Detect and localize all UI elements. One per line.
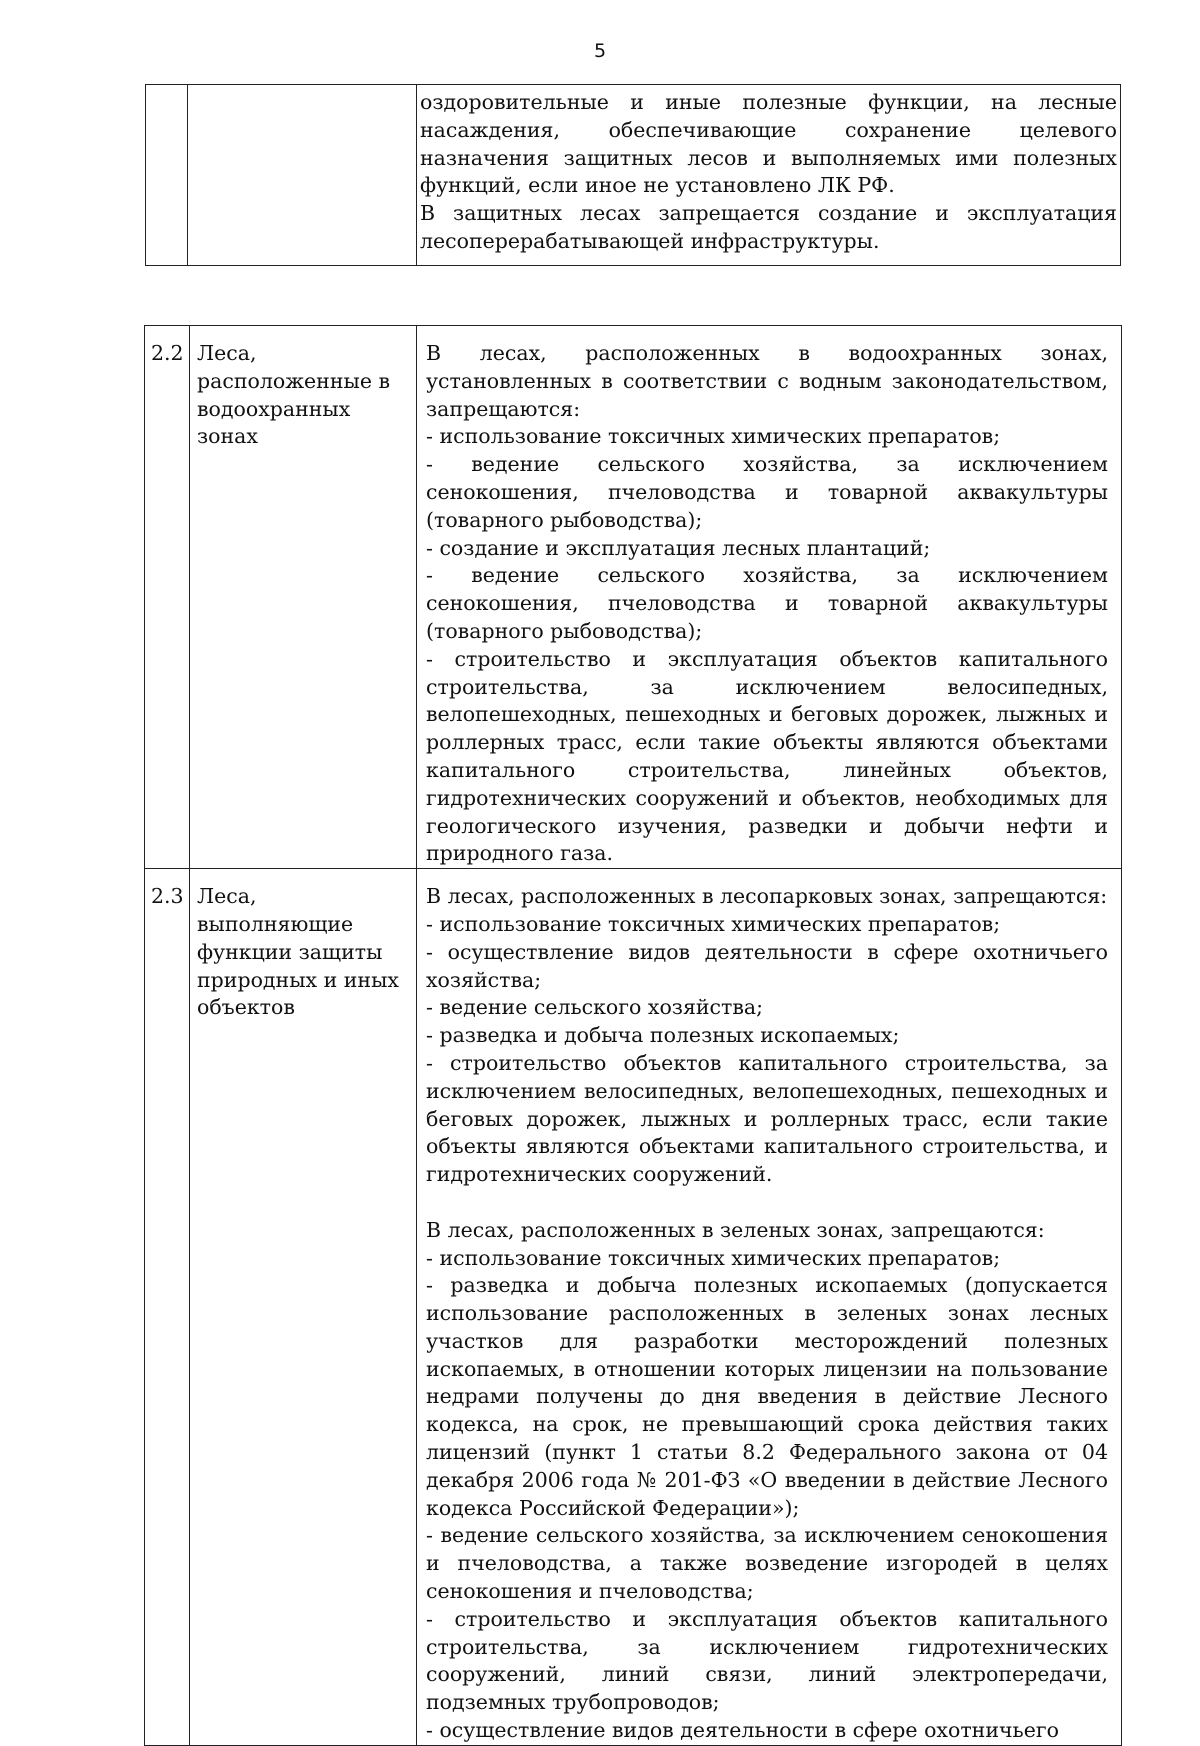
table-row: [145, 869, 1122, 1746]
paragraph: - строительство и эксплуатация объектов капитального строительства, за исключением гидротехнических сооружений, линий связи, линий электропередачи, подземных трубопроводов;: [426, 1606, 1108, 1715]
paragraph: - использование токсичных химических препаратов;: [426, 911, 1001, 936]
row-text-cell: [417, 326, 1122, 869]
paragraph: - ведение сельского хозяйства, за исключением сенокошения, пчеловодства и товарной аквакультуры (товарного рыбоводства);: [426, 452, 1108, 532]
paragraph: - ведение сельского хозяйства;: [426, 995, 764, 1020]
row-text-cell: [417, 869, 1122, 1746]
paragraph: - ведение сельского хозяйства, за исключением сенокошения и пчеловодства, а также возведение изгородей в целях сенокошения и пчеловодства;: [426, 1523, 1108, 1604]
paragraph: - ведение сельского хозяйства, за исключением сенокошения, пчеловодства и товарной аквакультуры (товарного рыбоводства);: [426, 563, 1108, 643]
row-number: 2.2: [145, 326, 190, 869]
paragraph: - создание и эксплуатация лесных плантаций;: [426, 535, 931, 560]
page-number: 5: [593, 40, 607, 62]
paragraph: - строительство объектов капитального строительства, за исключением велосипедных, велопешеходных, пешеходных и беговых дорожек, лыжных и роллерных трасс, если такие объекты являются объектами капитального строительства, и гидротехнических сооружений.: [426, 1050, 1108, 1187]
row-name: Леса, выполняющие функции защиты природных и иных объектов: [197, 884, 399, 1020]
paragraph: - осуществление видов деятельности в сфере охотничьего хозяйства;: [426, 939, 1108, 992]
paragraph: - использование токсичных химических препаратов;: [426, 424, 1001, 449]
paragraph: В лесах, расположенных в водоохранных зонах, установленных в соответствии с водным законодательством, запрещаются:: [426, 341, 1108, 421]
paragraph: - осуществление видов деятельности в сфере охотничьего: [426, 1718, 1059, 1743]
paragraph-gap: [426, 1189, 1108, 1217]
continuation-table: [145, 84, 1121, 266]
forest-restrictions-table: [144, 325, 1122, 1746]
row-name-cell: [190, 326, 417, 869]
paragraph: - разведка и добыча полезных ископаемых;: [426, 1023, 900, 1048]
number-cell: [146, 85, 188, 266]
paragraph: В лесах, расположенных в зеленых зонах, запрещаются:: [426, 1217, 1045, 1242]
text-cell: [417, 85, 1121, 266]
name-cell: [188, 85, 417, 266]
paragraph: - разведка и добыча полезных ископаемых (допускается использование расположенных в зеленых зонах лесных участков для разработки месторождений полезных ископаемых, в отношении которых лицензии на пользование недрами получены до дня введения в действие Лесного кодекса, на срок, не превышающий срока действия таких лицензий (пункт 1 статьи 8.2 Федерального закона от 04 декабря 2006 года № 201-ФЗ «О введении в действие Лесного кодекса Российской Федерации»);: [426, 1273, 1108, 1520]
paragraph: В защитных лесах запрещается создание и эксплуатация лесоперерабатывающей инфраструктуры.: [420, 201, 1117, 253]
continuation-row: [146, 85, 1121, 266]
row-name-cell: [190, 869, 417, 1746]
paragraph: В лесах, расположенных в лесопарковых зонах, запрещаются:: [426, 884, 1108, 909]
row-number: 2.3: [145, 869, 190, 1746]
row-name: Леса, расположенные в водоохранных зонах: [197, 341, 391, 449]
paragraph: - использование токсичных химических препаратов;: [426, 1245, 1001, 1270]
paragraph: - строительство и эксплуатация объектов капитального строительства, за исключением велосипедных, велопешеходных, пешеходных и беговых дорожек, лыжных и роллерных трасс, если такие объекты являются объектами капитального строительства, линейных объектов, гидротехнических сооружений и объектов, необходимых для геологического изучения, разведки и добычи нефти и природного газа.: [426, 646, 1108, 866]
paragraph: оздоровительные и иные полезные функции, на лесные насаждения, обеспечивающие сохранение целевого назначения защитных лесов и выполняемых ими полезных функций, если иное не установлено ЛК РФ.: [420, 90, 1117, 198]
table-row: [145, 326, 1122, 869]
